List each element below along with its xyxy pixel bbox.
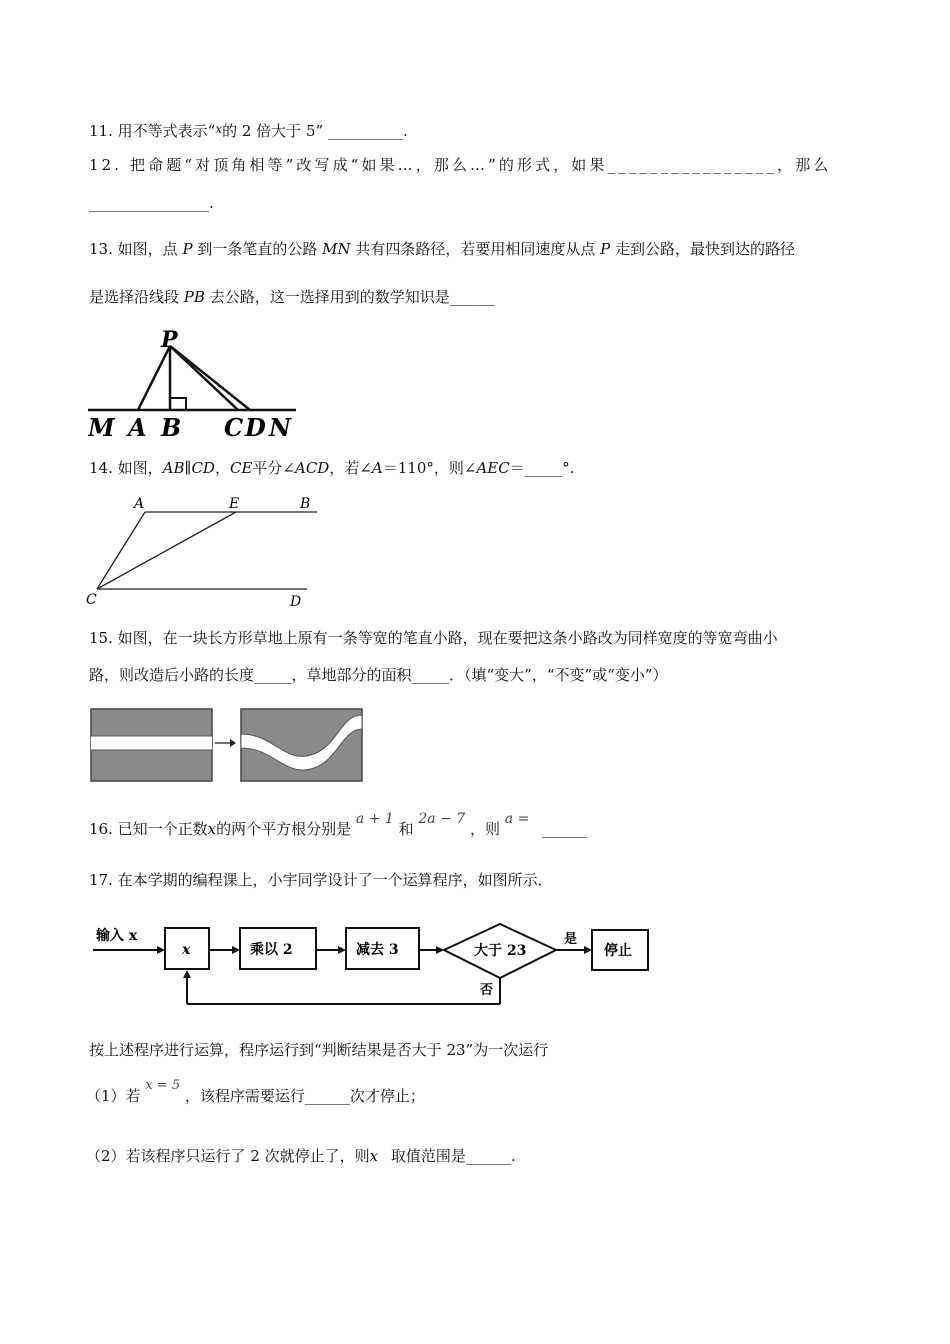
flow-x-label: x: [182, 942, 191, 958]
fig13-label-B: B: [161, 413, 182, 442]
q13-figure: [88, 328, 298, 443]
q17-part1: （1）若 x = 5 ，该程序需要运行______次才停止；: [86, 1078, 425, 1105]
q17-number: 17.: [89, 871, 113, 889]
fig13-label-P: P: [161, 328, 178, 353]
fig14-label-A: A: [134, 496, 145, 512]
q11-number: 11.: [89, 122, 113, 140]
q12-number: 12.: [89, 156, 123, 174]
flow-yes-label: 是: [564, 932, 578, 947]
q14-number: 14.: [89, 459, 113, 477]
q17-flowchart: [88, 920, 653, 1010]
question-16: 16. 已知一个正数x的两个平方根分别是 a + 1 和 2a − 7 ，则 a = ______: [89, 811, 588, 838]
flow-decision-label: 大于 23: [474, 943, 527, 959]
q15-line2: 路，则改造后小路的长度_____，草地部分的面积_____．（填“变大”，“不变”或“变小”）: [89, 666, 668, 684]
fig14-label-C: C: [86, 592, 97, 608]
fig13-label-M: M: [88, 413, 115, 442]
flow-subtract-label: 减去 3: [356, 942, 399, 958]
question-14: 14. 如图，AB∥CD，CE平分∠ACD，若∠A＝110°，则∠AEC＝_____°.: [89, 459, 575, 477]
fig13-label-A: A: [128, 413, 147, 442]
q16-number: 16.: [89, 820, 113, 838]
flow-stop-label: 停止: [604, 943, 632, 959]
flow-no-label: 否: [480, 983, 494, 998]
question-12: 12. 把命题“对顶角相等”改写成“如果…，那么…”的形式，如果________________，那么: [89, 156, 832, 174]
q17-description: 按上述程序进行运算，程序运行到“判断结果是否大于 23”为一次运行: [89, 1041, 549, 1059]
flow-input-label: 输入 x: [96, 928, 138, 944]
fig14-label-E: E: [229, 496, 240, 512]
q15-figure: [90, 707, 365, 783]
q17-part2: （2）若该程序只运行了 2 次就停止了，则x 取值范围是______.: [86, 1147, 516, 1165]
question-15: 15. 如图，在一块长方形草地上原有一条等宽的笔直小路，现在要把这条小路改为同样宽度的等宽弯曲小: [89, 629, 778, 647]
q12-line2: ________________.: [89, 194, 214, 212]
fig14-label-D: D: [290, 594, 302, 610]
fig13-label-C: C: [224, 413, 244, 442]
question-11: 11. 用不等式表示“$^x$的 2 倍大于 5” __________.: [89, 122, 408, 140]
question-13: 13. 如图，点 P 到一条笔直的公路 MN 共有四条路径，若要用相同速度从点 P 走到公路，最快到达的路径: [89, 240, 796, 258]
q13-line2: 是选择沿线段 PB 去公路，这一选择用到的数学知识是______: [89, 288, 495, 306]
fig13-label-N: N: [269, 413, 291, 442]
q15-number: 15.: [89, 629, 113, 647]
question-17: 17. 在本学期的编程课上，小宇同学设计了一个运算程序，如图所示．: [89, 871, 553, 889]
fig14-label-B: B: [300, 496, 311, 512]
q14-figure: [84, 492, 324, 612]
flow-multiply-label: 乘以 2: [250, 942, 293, 958]
fig13-label-D: D: [245, 413, 266, 442]
q11-answer-blank: __________: [327, 122, 403, 140]
q13-number: 13.: [89, 240, 113, 258]
